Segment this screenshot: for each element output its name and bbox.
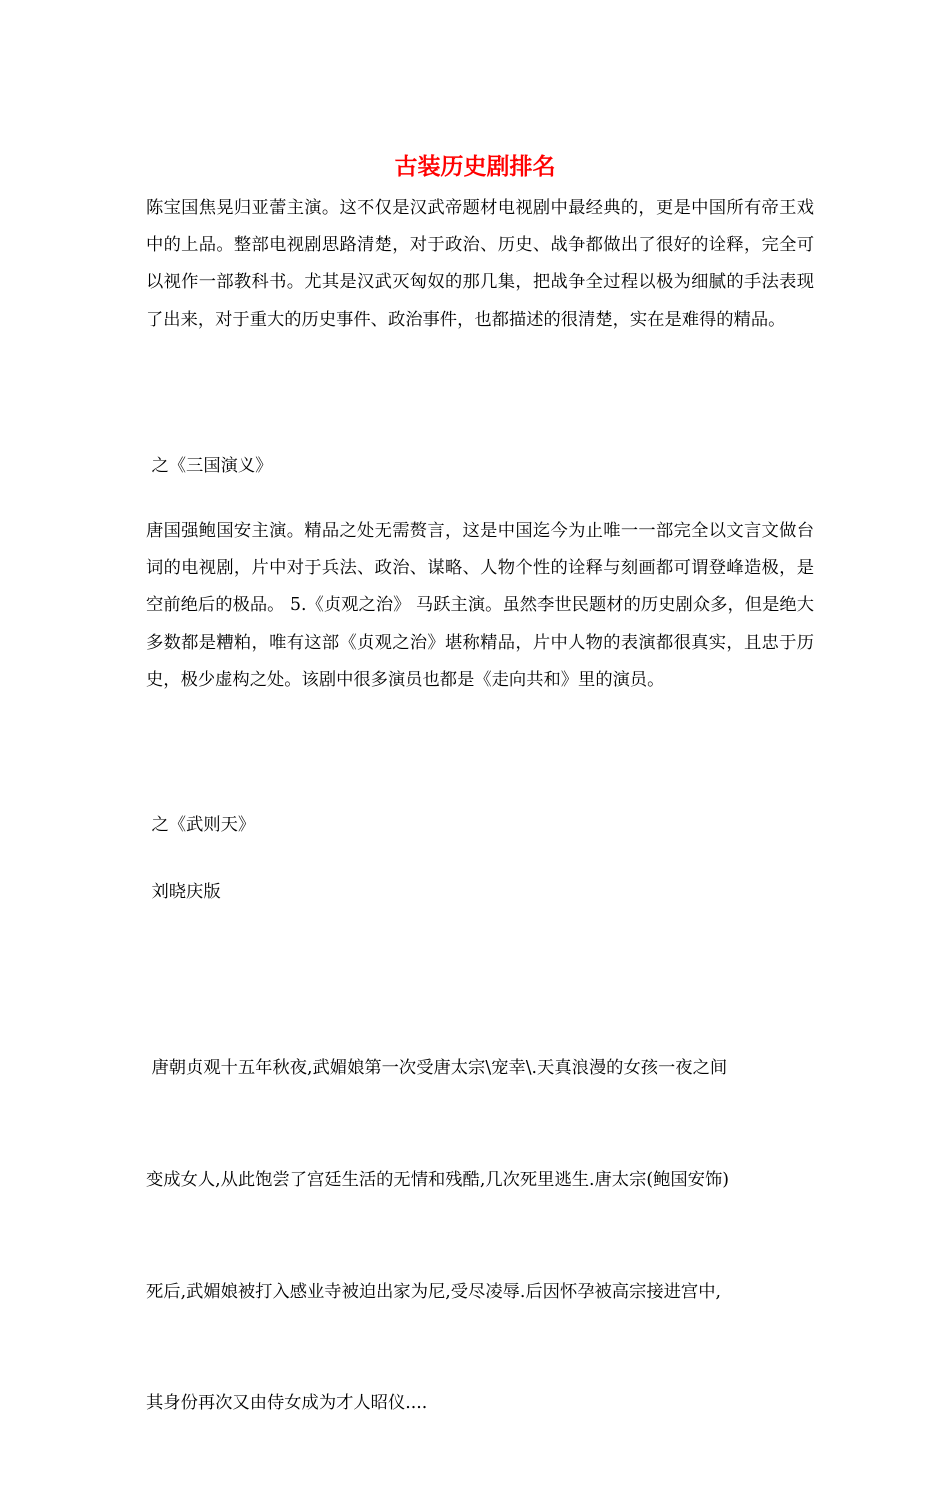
paragraph-line: 变成女人,从此饱尝了宫廷生活的无情和残酷,几次死里逃生.唐太宗(鲍国安饰) — [146, 1170, 729, 1190]
paragraph-line: 死后,武媚娘被打入感业寺被迫出家为尼,受尽凌辱.后因怀孕被高宗接进宫中, — [146, 1281, 721, 1302]
heading-liu-xiaoqing-version: 刘晓庆版 — [146, 882, 221, 902]
heading-wu-zetian: 之《武则天》 — [146, 815, 256, 835]
document-title: 古装历史剧排名 — [394, 153, 556, 180]
paragraph-han-wu-emperor: 陈宝国焦晃归亚蕾主演。这不仅是汉武帝题材电视剧中最经典的，更是中国所有帝王戏中的上品。整部电视剧思路清楚，对于政治、历史、战争都做出了很好的诠释，完全可以视作一部教科书。尤其是汉武灭匈奴的那几集，把战争全过程以极为细腻的手法表现了出来，对于重大的历史事件、政治事件，也都描述的很清楚，实在是难得的精品。 — [146, 198, 814, 330]
paragraph-three-kingdoms: 唐国强鲍国安主演。精品之处无需赘言，这是中国迄今为止唯一一部完全以文言文做台词的电视剧，片中对于兵法、政治、谋略、人物个性的诠释与刻画都可谓登峰造极，是空前绝后的极品。 5.《贞观之治》 马跃主演。虽然李世民题材的历史剧众多，但是绝大多数都是糟粕，唯有这部《贞观之治》堪称精品，片中人物的表演都很真实，且忠于历史，极少虚构之处。该剧中很多演员也都是《走向共和》里的演员。 — [146, 521, 814, 690]
paragraph-line: 唐朝贞观十五年秋夜,武媚娘第一次受唐太宗\宠幸\.天真浪漫的女孩一夜之间 — [146, 1058, 728, 1079]
heading-three-kingdoms: 之《三国演义》 — [146, 456, 273, 476]
paragraph-wu-zetian — [146, 976, 814, 1497]
paragraph-line: 其身份再次又由侍女成为才人昭仪.... — [146, 1393, 428, 1414]
